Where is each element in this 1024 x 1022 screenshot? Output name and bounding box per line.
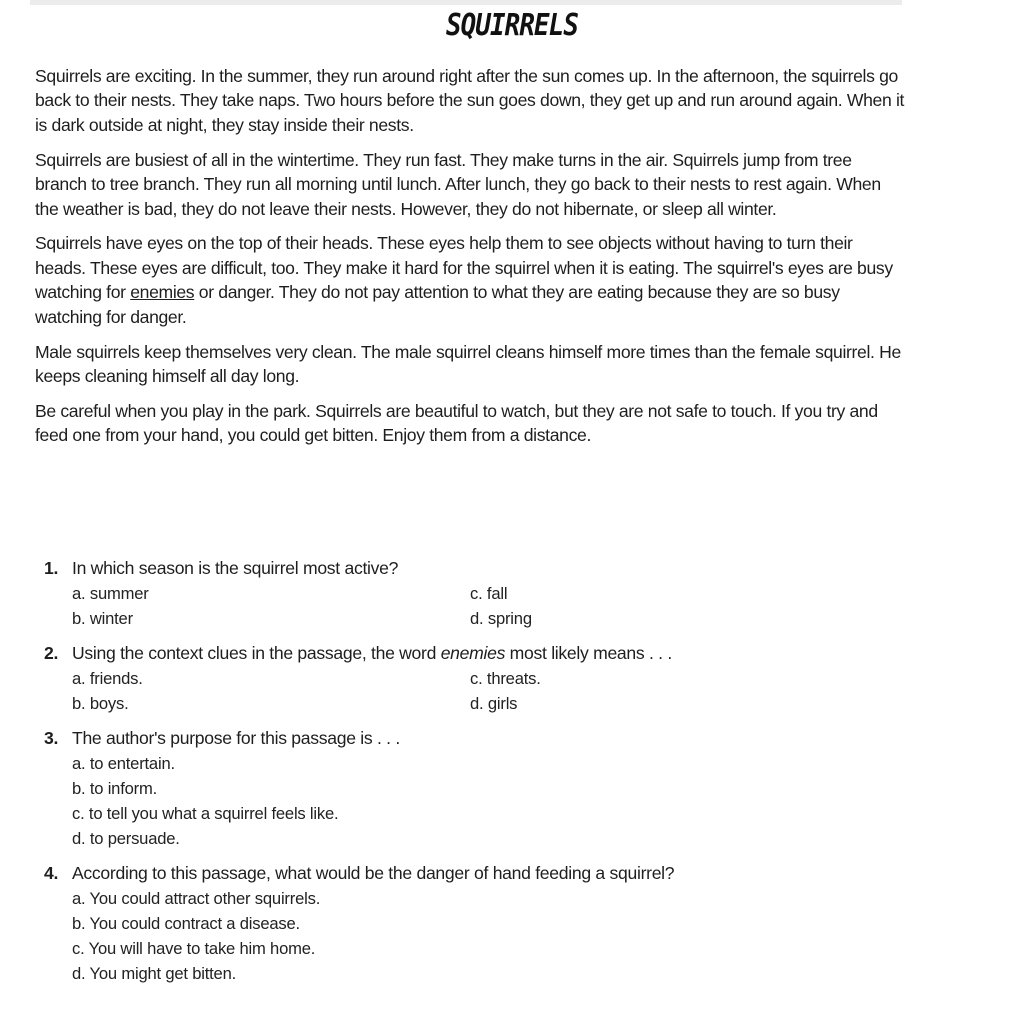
question-stem [44, 861, 904, 886]
question-number: 4. [44, 863, 59, 883]
choice-b[interactable]: b. winter [72, 609, 133, 628]
choice-c[interactable]: c. threats. [470, 669, 541, 688]
question-text: The author's purpose for this passage is . . . [72, 728, 400, 748]
answer-choices [72, 666, 904, 716]
question-1 [44, 556, 904, 631]
answer-choices [72, 886, 904, 986]
answer-choices [72, 581, 904, 631]
question-number: 2. [44, 643, 59, 663]
choice-c[interactable]: c. You will have to take him home. [72, 939, 316, 958]
paragraph: Squirrels are busiest of all in the wintertime. They run fast. They make turns in the air. Squirrels jump from tree branch to tree branch. They run all morning until lunch. After lunch, they go back to their nests to rest again. When the weather is bad, they do not leave their nests. However, they do not hibernate, or sleep all winter. [35, 149, 881, 219]
choice-a[interactable]: a. summer [72, 584, 149, 603]
question-number: 3. [44, 728, 59, 748]
question-text: According to this passage, what would be the danger of hand feeding a squirrel? [72, 863, 675, 883]
question-list [44, 556, 904, 996]
underlined-vocab-word: enemies [130, 282, 195, 303]
choice-d[interactable]: d. You might get bitten. [72, 964, 237, 983]
choice-b[interactable]: b. boys. [72, 694, 129, 713]
question-3 [44, 726, 904, 851]
choice-a[interactable]: a. friends. [72, 669, 143, 688]
page-title: SQUIRRELS [445, 8, 579, 43]
question-stem [44, 556, 904, 581]
choice-a[interactable]: a. to entertain. [72, 754, 175, 773]
question-4 [44, 861, 904, 986]
choice-c[interactable]: c. fall [470, 584, 508, 603]
choice-c[interactable]: c. to tell you what a squirrel feels like. [72, 804, 339, 823]
question-text: Using the context clues in the passage, the word enemies most likely means . . . [72, 643, 672, 663]
question-stem [44, 726, 904, 751]
question-stem [44, 641, 904, 666]
choice-a[interactable]: a. You could attract other squirrels. [72, 889, 321, 908]
answer-choices [72, 751, 904, 851]
question-number: 1. [44, 558, 59, 578]
paragraph: Squirrels are exciting. In the summer, they run around right after the sun comes up. In the afternoon, the squirrels go back to their nests. They take naps. Two hours before the sun goes down, they get up and run around again. When it is dark outside at night, they stay inside their nests. [35, 66, 905, 135]
choice-d[interactable]: d. girls [470, 694, 518, 713]
reading-passage [35, 64, 905, 458]
paragraph: Squirrels have eyes on the top of their heads. These eyes help them to see objects without having to turn their heads. These eyes are difficult, too. They make it hard for the squirrel when it is eating. The squirrel's eyes are busy watching for enemies or danger. They do not pay attention to what they are eating because they are so busy watching for danger. [35, 233, 893, 327]
choice-b[interactable]: b. to inform. [72, 779, 158, 798]
choice-d[interactable]: d. to persuade. [72, 829, 180, 848]
choice-d[interactable]: d. spring [470, 609, 532, 628]
paragraph: Male squirrels keep themselves very clean. The male squirrel cleans himself more times than the female squirrel. He keeps cleaning himself all day long. [35, 341, 901, 386]
italic-vocab-word: enemies [440, 643, 506, 663]
question-2 [44, 641, 904, 716]
paragraph: Be careful when you play in the park. Squirrels are beautiful to watch, but they are not safe to touch. If you try and feed one from your hand, you could get bitten. Enjoy them from a distance. [35, 400, 878, 446]
choice-b[interactable]: b. You could contract a disease. [72, 914, 300, 933]
question-text: In which season is the squirrel most active? [72, 558, 399, 578]
top-divider [30, 0, 902, 5]
